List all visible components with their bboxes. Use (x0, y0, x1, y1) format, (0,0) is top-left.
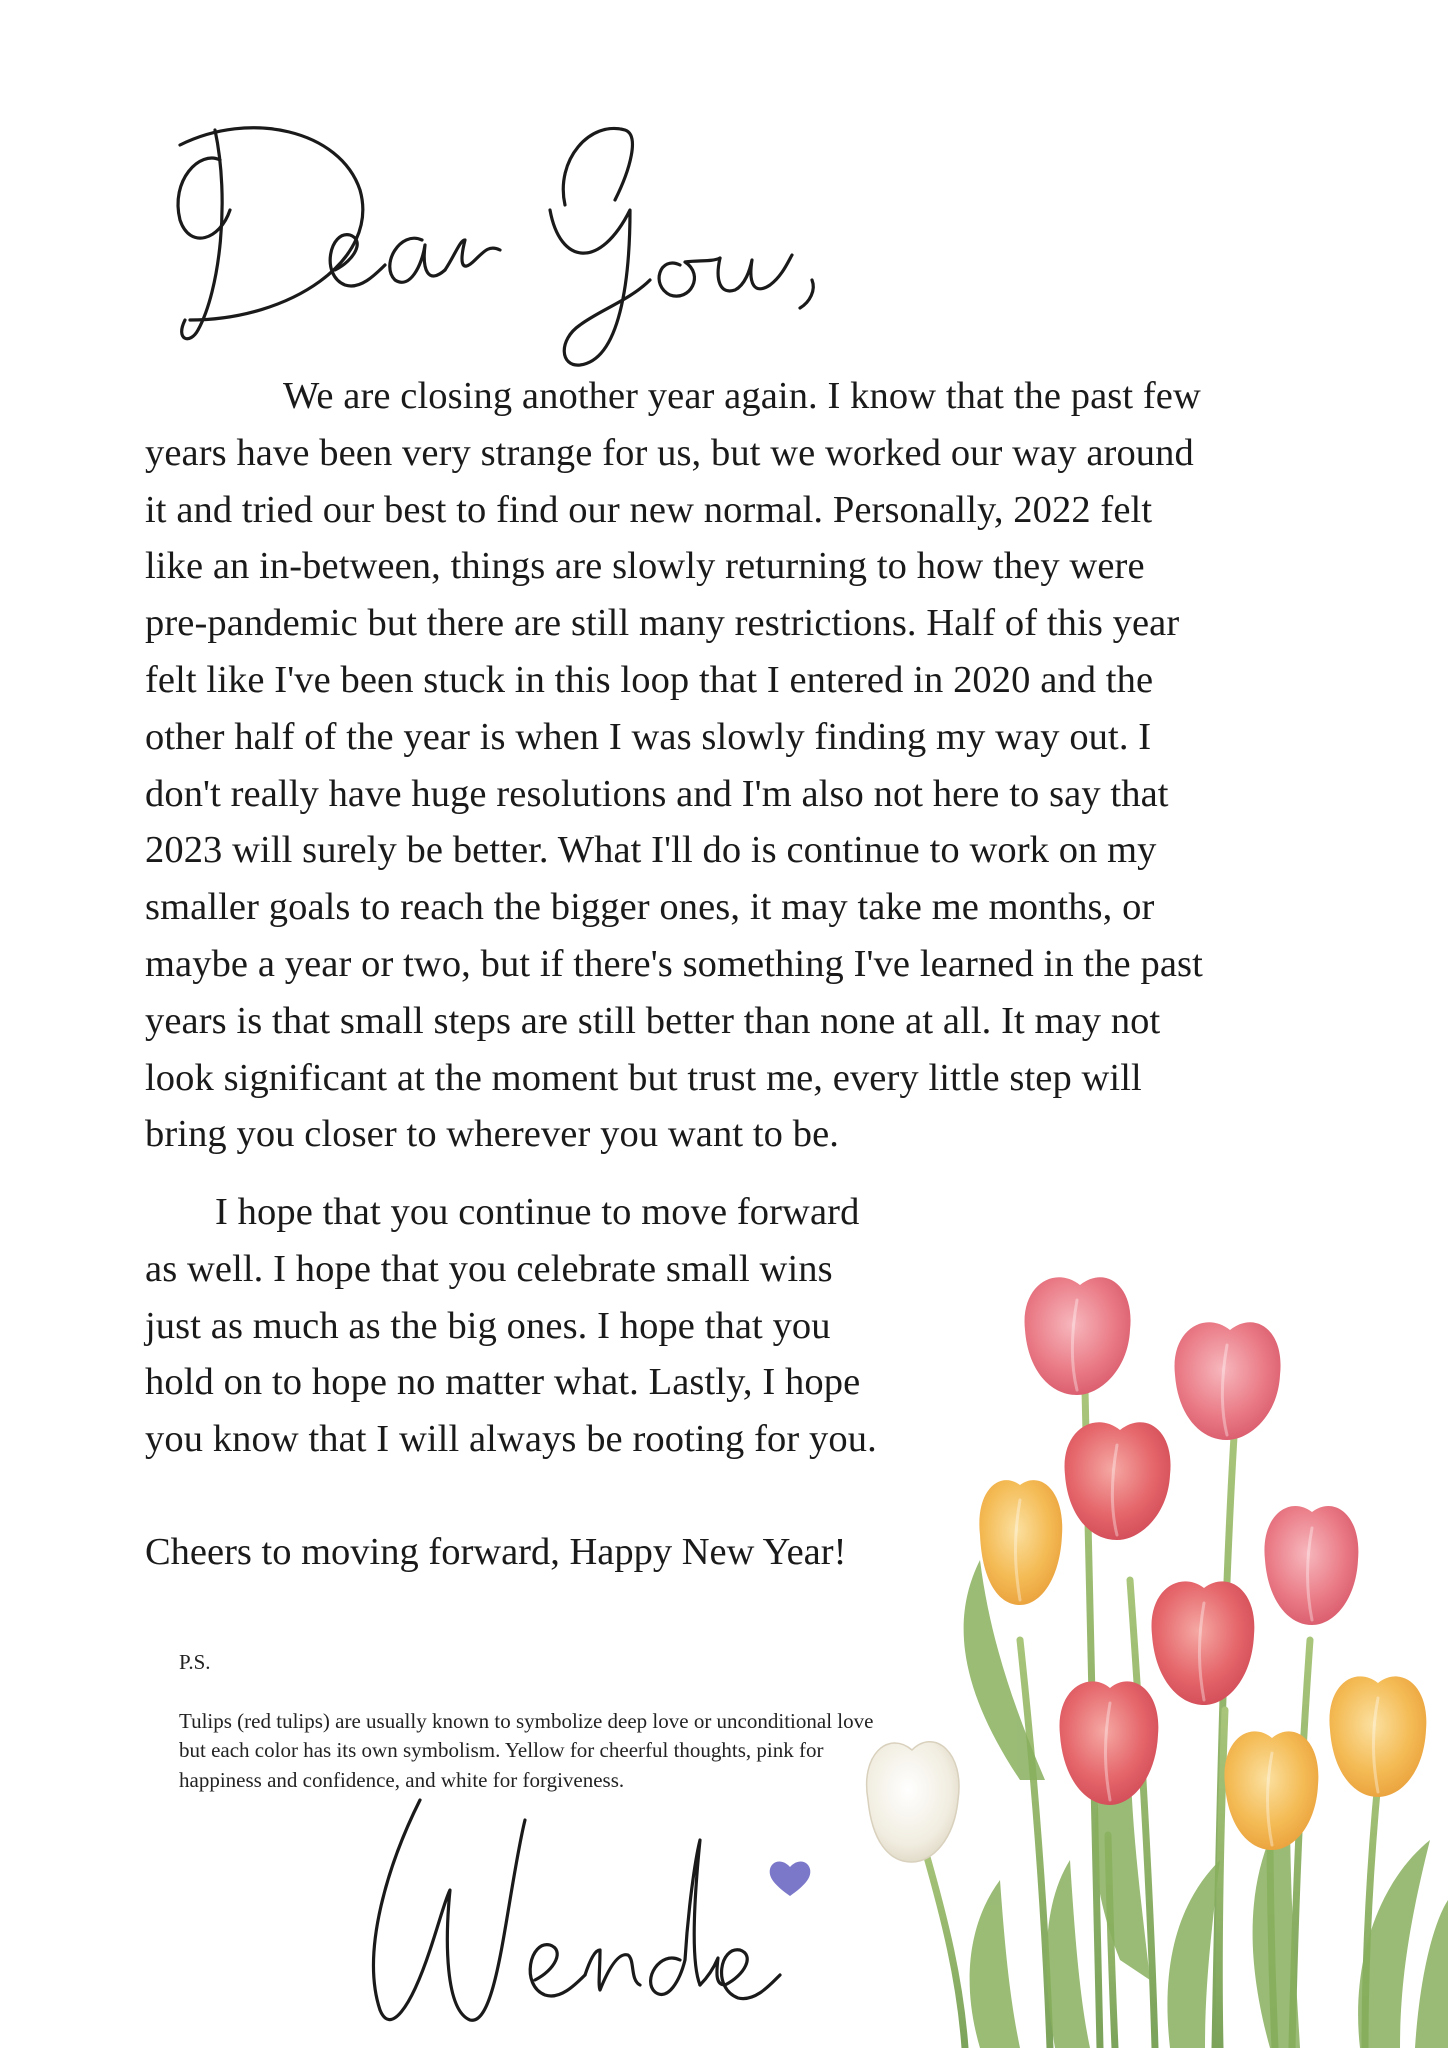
greeting-handwriting (160, 90, 860, 380)
closing-line: Cheers to moving forward, Happy New Year! (145, 1531, 847, 1573)
letter-paragraph-1: We are closing another year again. I know that the past few years have been very strange for us, but we worked our way around it and tried our best to find our new normal. Personally, 2022 felt like an in-between, things are slowly returning to how they were pre-pandemic but there are still many restrictions. Half of this year felt like I've been stuck in this loop that I entered in 2020 and the other half of the year is when I was slowly finding my way out. I don't really have huge resolutions and I'm also not here to say that 2023 will surely be better. What I'll do is continue to work on my smaller goals to reach the bigger ones, it may take me months, or maybe a year or two, but if there's something I've learned in the past years is that small steps are still better than none at all. It may not look significant at the moment but trust me, every little step will bring you closer to wherever you want to be. (145, 375, 1203, 1156)
signature-handwriting (350, 1780, 830, 2048)
ps-label: P.S. (179, 1649, 211, 1674)
heart-icon (768, 1858, 812, 1898)
ps-text: Tulips (red tulips) are usually known to symbolize deep love or unconditional love but each color has its own symbolism. Yellow for cheerful thoughts, pink for happiness and confidence, and white for forgiveness. (179, 1708, 874, 1792)
tulip-bouquet-illustration (840, 1260, 1448, 2048)
letter-paragraph-2: I hope that you continue to move forward as well. I hope that you celebrate small wins just as much as the big ones. I hope that you hold on to hope no matter what. Lastly, I hope you know that I will always be rooting for you. (145, 1191, 877, 1461)
